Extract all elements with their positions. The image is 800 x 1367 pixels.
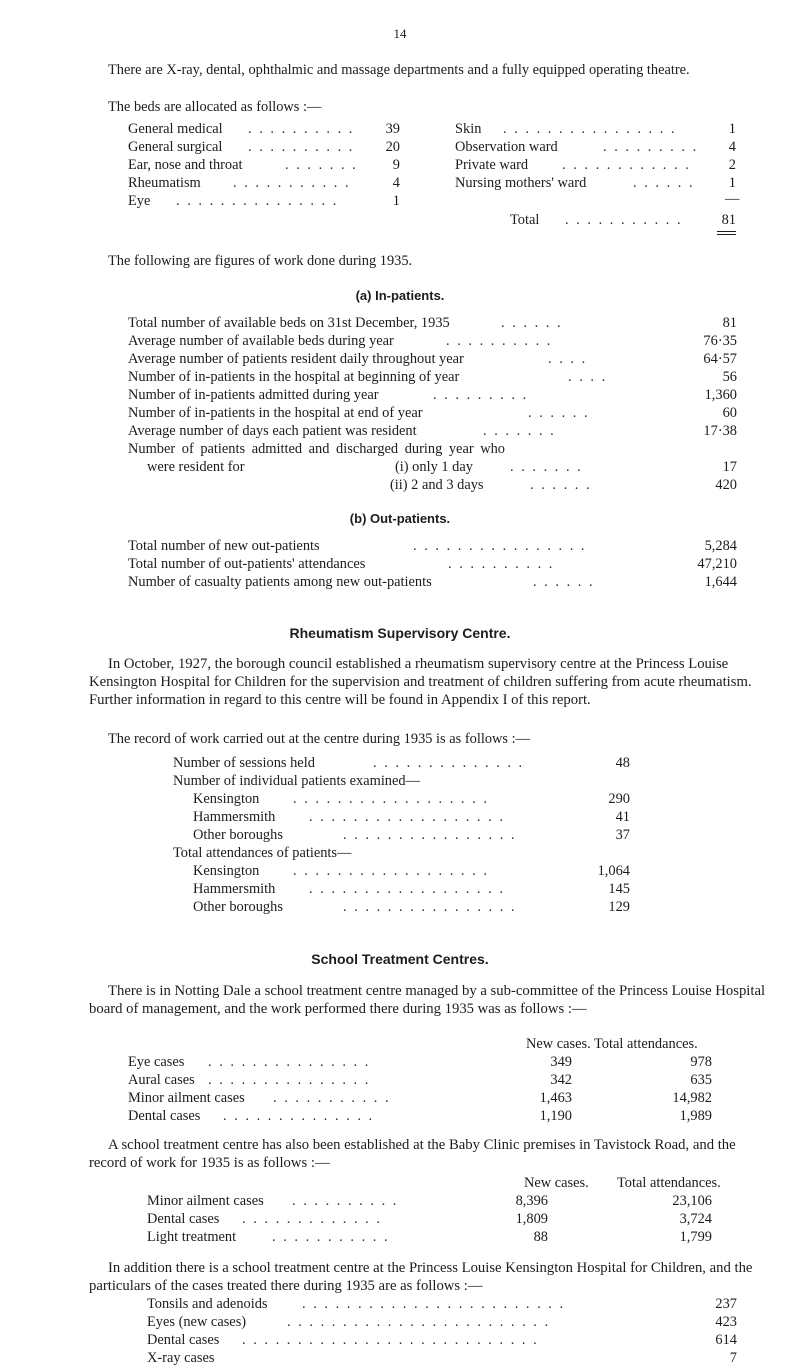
- column-header-total-attendances: Total attendances.: [617, 1175, 721, 1191]
- inpatients-row: Average number of days each patient was resident . . . . . . . 17·38: [128, 423, 737, 439]
- rheumatism-row: Other boroughs . . . . . . . . . . . . . . . . 129: [193, 899, 630, 915]
- column-header-new-cases: New cases.: [526, 1036, 591, 1052]
- school-paragraph-2: A school treatment centre has also been established at the Baby Clinic premises in Tavistock Road, and the record of work for 1935 is as follows :—: [89, 1137, 736, 1171]
- table-row: Dental cases . . . . . . . . . . . . . .: [128, 1108, 375, 1124]
- column-header-new-cases: New cases.: [524, 1175, 589, 1191]
- attendances-label: Total attendances of patients—: [173, 845, 352, 861]
- new-cases-cell: 8,396: [515, 1193, 548, 1209]
- column-header-total-attendances: Total attendances.: [594, 1036, 698, 1052]
- inpatients-subrow: (i) only 1 day . . . . . . . 17: [395, 459, 737, 475]
- rheumatism-paragraph: In October, 1927, the borough council established a rheumatism supervisory centre at the Princess Louise Kensington Hospital for Children for the supervision and treatment of children suffering from acute rheumatism. Further information in regard to this centre will be found in Appendix I of this report.: [89, 656, 752, 708]
- beds-row: Private ward . . . . . . . . . . . . 2: [455, 157, 736, 173]
- intro-paragraph: There are X-ray, dental, ophthalmic and massage departments and a fully equipped operating theatre.: [108, 62, 690, 78]
- total-rule: —: [725, 191, 740, 207]
- beds-row: Eye . . . . . . . . . . . . . . . 1: [128, 193, 400, 209]
- table-row: Light treatment . . . . . . . . . . .: [147, 1229, 390, 1245]
- rheumatism-row: Kensington . . . . . . . . . . . . . . . . . . 1,064: [193, 863, 630, 879]
- beds-row: Ear, nose and throat . . . . . . . 9: [128, 157, 400, 173]
- outpatients-heading: (b) Out-patients.: [349, 511, 451, 526]
- beds-total-row: Total . . . . . . . . . . . 81: [510, 212, 736, 228]
- beds-row: Rheumatism . . . . . . . . . . . 4: [128, 175, 400, 191]
- rheumatism-row: Other boroughs . . . . . . . . . . . . . . . . 37: [193, 827, 630, 843]
- table-row: Aural cases . . . . . . . . . . . . . . .: [128, 1072, 371, 1088]
- inpatients-subrow: (ii) 2 and 3 days . . . . . . 420: [390, 477, 737, 493]
- outpatients-row: Total number of out-patients' attendances . . . . . . . . . . 47,210: [128, 556, 737, 572]
- inpatients-heading: (a) In-patients.: [355, 288, 445, 303]
- list-item: Eyes (new cases) . . . . . . . . . . . . . . . . . . . . . . . . 423: [147, 1314, 737, 1330]
- beds-row: Nursing mothers' ward . . . . . . 1: [455, 175, 736, 191]
- table-row: Dental cases . . . . . . . . . . . . .: [147, 1211, 382, 1227]
- list-item: Tonsils and adenoids . . . . . . . . . . . . . . . . . . . . . . . . 237: [147, 1296, 737, 1312]
- new-cases-cell: 88: [533, 1229, 548, 1245]
- inpatients-row: Total number of available beds on 31st December, 1935 . . . . . . 81: [128, 315, 737, 331]
- inpatients-row: Number of in-patients admitted during year . . . . . . . . . 1,360: [128, 387, 737, 403]
- rheumatism-heading: Rheumatism Supervisory Centre.: [289, 625, 511, 641]
- page-number: 14: [393, 26, 407, 41]
- rheumatism-record-intro: The record of work carried out at the centre during 1935 is as follows :—: [108, 731, 530, 747]
- school-paragraph-3: In addition there is a school treatment centre at the Princess Louise Kensington Hospital for Children, and the particulars of the cases treated there during 1935 are as follows :—: [89, 1260, 753, 1294]
- double-rule: [717, 234, 736, 235]
- double-rule: [717, 231, 736, 232]
- table-row: Minor ailment cases . . . . . . . . . .: [147, 1193, 399, 1209]
- list-item: X-ray cases 7: [147, 1350, 737, 1366]
- total-attendances-cell: 14,982: [672, 1090, 712, 1106]
- inpatients-row: Average number of available beds during year . . . . . . . . . . 76·35: [128, 333, 737, 349]
- inpatients-row: Average number of patients resident daily throughout year . . . . 64·57: [128, 351, 737, 367]
- new-cases-cell: 1,809: [515, 1211, 548, 1227]
- list-item: Dental cases . . . . . . . . . . . . . . . . . . . . . . . . . . . 614: [147, 1332, 737, 1348]
- inpatients-row: Number of in-patients in the hospital at beginning of year . . . . 56: [128, 369, 737, 385]
- admitted-line: Number of patients admitted and discharged during year who: [128, 441, 506, 457]
- rheumatism-row: Hammersmith . . . . . . . . . . . . . . . . . . 41: [193, 809, 630, 825]
- outpatients-row: Total number of new out-patients . . . . . . . . . . . . . . . . 5,284: [128, 538, 737, 554]
- school-heading: School Treatment Centres.: [311, 951, 489, 967]
- rheumatism-row: Hammersmith . . . . . . . . . . . . . . . . . . 145: [193, 881, 630, 897]
- rheumatism-row: Number of sessions held . . . . . . . . . . . . . . 48: [173, 755, 630, 771]
- admitted-line: were resident for: [147, 459, 245, 475]
- total-attendances-cell: 23,106: [672, 1193, 712, 1209]
- new-cases-cell: 349: [550, 1054, 572, 1070]
- work-intro: The following are figures of work done during 1935.: [108, 253, 413, 269]
- inpatients-row: Number of in-patients in the hospital at end of year . . . . . . 60: [128, 405, 737, 421]
- outpatients-row: Number of casualty patients among new out-patients . . . . . . 1,644: [128, 574, 737, 590]
- total-attendances-cell: 1,799: [679, 1229, 712, 1245]
- total-attendances-cell: 1,989: [679, 1108, 712, 1124]
- new-cases-cell: 1,190: [539, 1108, 572, 1124]
- table-row: Eye cases . . . . . . . . . . . . . . .: [128, 1054, 371, 1070]
- beds-row: Skin . . . . . . . . . . . . . . . . 1: [455, 121, 736, 137]
- beds-row: Observation ward . . . . . . . . . 4: [455, 139, 736, 155]
- individuals-label: Number of individual patients examined—: [173, 773, 420, 789]
- beds-row: General surgical . . . . . . . . . . 20: [128, 139, 400, 155]
- school-paragraph-1: There is in Notting Dale a school treatment centre managed by a sub-committee of the Princess Louise Hospital board of management, and the work performed there during 1935 was as follows :—: [89, 983, 766, 1017]
- total-attendances-cell: 978: [690, 1054, 712, 1070]
- table-row: Minor ailment cases . . . . . . . . . . .: [128, 1090, 391, 1106]
- new-cases-cell: 1,463: [539, 1090, 572, 1106]
- new-cases-cell: 342: [550, 1072, 572, 1088]
- total-attendances-cell: 3,724: [679, 1211, 712, 1227]
- total-attendances-cell: 635: [690, 1072, 712, 1088]
- rheumatism-row: Kensington . . . . . . . . . . . . . . . . . . 290: [193, 791, 630, 807]
- beds-intro: The beds are allocated as follows :—: [108, 99, 322, 115]
- beds-row: General medical . . . . . . . . . . 39: [128, 121, 400, 137]
